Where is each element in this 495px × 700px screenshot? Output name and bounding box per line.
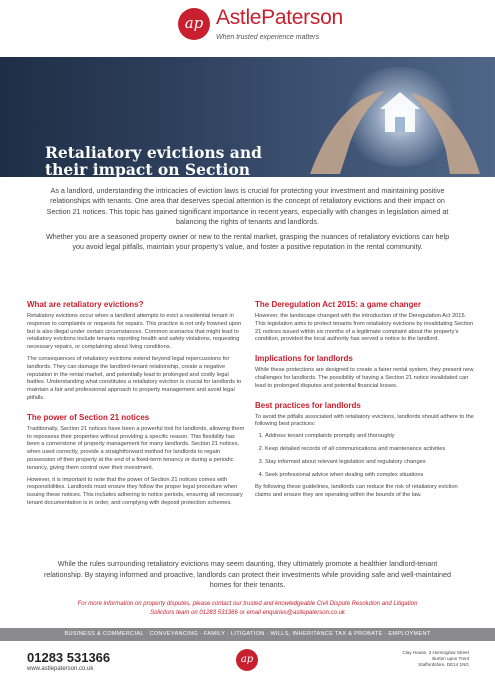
section-heading: Implications for landlords bbox=[255, 354, 353, 364]
address-line: Staffordshire, DE14 1NG bbox=[418, 662, 469, 668]
body-paragraph: Traditionally, Section 21 notices have been a powerful tool for landlords, allowing them to repossess their properties without providing a specific reason. This flexibility has been a cornerstone of property management for many landlords. Section 21 notices, when used correctly, provide a straightforward method for landlords to regain possession of their property at the end of a fixed-term tenancy or during a periodic tenancy, giving them control over their investment. bbox=[27, 425, 245, 471]
left-column bbox=[27, 300, 247, 512]
body-paragraph: While these protections are designed to create a fairer rental system, they present new challenges for landlords. The possibility of having a Section 21 notice invalidated can lead to prolonged disputes and potential financial losses. bbox=[255, 367, 474, 389]
brand-tagline: When trusted experience matters bbox=[216, 34, 320, 41]
house-icon bbox=[375, 87, 425, 137]
body-paragraph: However, the landscape changed with the introduction of the Deregulation Act 2015. This legislation aims to protect tenants from retaliatory evictions by invalidating Section 21 notices issued within six months of a legitimate complaint about the property’s condition, provided the local authority has served a notice to the landlord. bbox=[255, 313, 474, 343]
section-heading: The power of Section 21 notices bbox=[27, 412, 150, 422]
phone-number[interactable]: 01283 531366 bbox=[27, 650, 111, 665]
header-logo[interactable] bbox=[178, 6, 368, 50]
body-paragraph: Retaliatory evictions occur when a landlord attempts to evict a residential tenant in response to complaints or requests for repairs. This practice is not only frowned upon but is also illegal under certain circumstances. Common scenarios that might lead to retaliatory evictions include tenants reporting health and safety violations, requesting necessary repairs, or complaining about living conditions. bbox=[27, 313, 242, 351]
section-heading: What are retaliatory evictions? bbox=[27, 300, 144, 309]
list-item: 1. Address tenant complaints promptly and thoroughly bbox=[265, 433, 475, 441]
list-item: 4. Seek professional advice when dealing with complex situations bbox=[265, 472, 475, 480]
hero-title: Retaliatory evictions and their impact on Section bbox=[45, 143, 262, 177]
services-bar: BUSINESS & COMMERCIAL · CONVEYANCING · FAMILY · LITIGATION · WILLS, INHERITANCE TAX & PROBATE · EMPLOYMENT bbox=[0, 628, 495, 641]
brand-name: AstlePaterson bbox=[216, 6, 343, 29]
body-paragraph: The consequences of retaliatory evictions extend beyond legal repercussions for landlords. They can damage the landlord-tenant relationship, create a negative reputation in the rental market, and potentially lead to prolonged and costly legal battles. Understanding what constitutes a retaliatory eviction is crucial for landlords to maintain a fair and professional approach to property management and avoid legal pitfalls. bbox=[27, 355, 242, 401]
body-paragraph: By following these guidelines, landlords can reduce the risk of retaliatory eviction claims and ensure they are operating within the bounds of the law. bbox=[255, 484, 458, 499]
intro-paragraph: As a landlord, understanding the intricacies of eviction laws is crucial for protecting your investment and maintaining positive relationships with tenants. One area that deserves special attention is the concept of retaliatory evictions and their impact on Section 21 notices. This topic has gained significant importance in recent years, especially with changes in legislation aimed at balancing the rights of tenants and landlords. bbox=[46, 186, 449, 226]
body-paragraph: However, it is important to note that the power of Section 21 notices comes with responsibilities. Landlords must ensure they follow the proper legal procedure when issuing these notices. This includes adhering to notice periods, ensuring all necessary tenant documentation is in order, and complying with deposit protection schemes. bbox=[27, 476, 243, 506]
footer-logo-icon: ap bbox=[236, 649, 258, 671]
list-item: 2. Keep detailed records of all communications and maintenance activities bbox=[265, 446, 475, 454]
right-column bbox=[255, 300, 475, 504]
hero-banner bbox=[0, 57, 495, 177]
website-link[interactable]: www.astlepaterson.co.uk bbox=[27, 666, 94, 672]
address-line: Burton upon Trent bbox=[432, 656, 469, 662]
contact-note[interactable]: For more information on property disputes, please contact our trusted and knowledgeable Civil Dispute Resolution and Litigation Solicitors team on 01283 531366 or email enquiries@astlepaterson.co.uk bbox=[77, 601, 418, 616]
logo-mark-icon: ap bbox=[178, 8, 210, 40]
intro-text bbox=[45, 186, 450, 258]
address-line: Clay House, 3 Horninglow Street bbox=[402, 650, 469, 655]
section-heading: Best practices for landlords bbox=[255, 400, 361, 410]
body-paragraph: To avoid the pitfalls associated with retaliatory evictions, landlords should adhere to the following best practices: bbox=[255, 413, 474, 428]
section-heading: The Deregulation Act 2015: a game changer bbox=[255, 300, 421, 309]
best-practices-list bbox=[255, 433, 475, 479]
closing-paragraph: While the rules surrounding retaliatory evictions may seem daunting, they ultimately promote a healthier landlord-tenant relationship. By staying informed and proactive, landlords can protect their investments while providing safe and well-maintained homes for their tenants. bbox=[43, 559, 452, 589]
office-address bbox=[402, 650, 469, 669]
intro-paragraph: Whether you are a seasoned property owner or new to the rental market, grasping the nuances of retaliatory evictions can help you avoid legal pitfalls, maintain your property’s value, and foster a positive reputation in the rental community. bbox=[45, 232, 450, 252]
list-item: 3. Stay informed about relevant legislation and regulatory changes bbox=[265, 459, 475, 467]
